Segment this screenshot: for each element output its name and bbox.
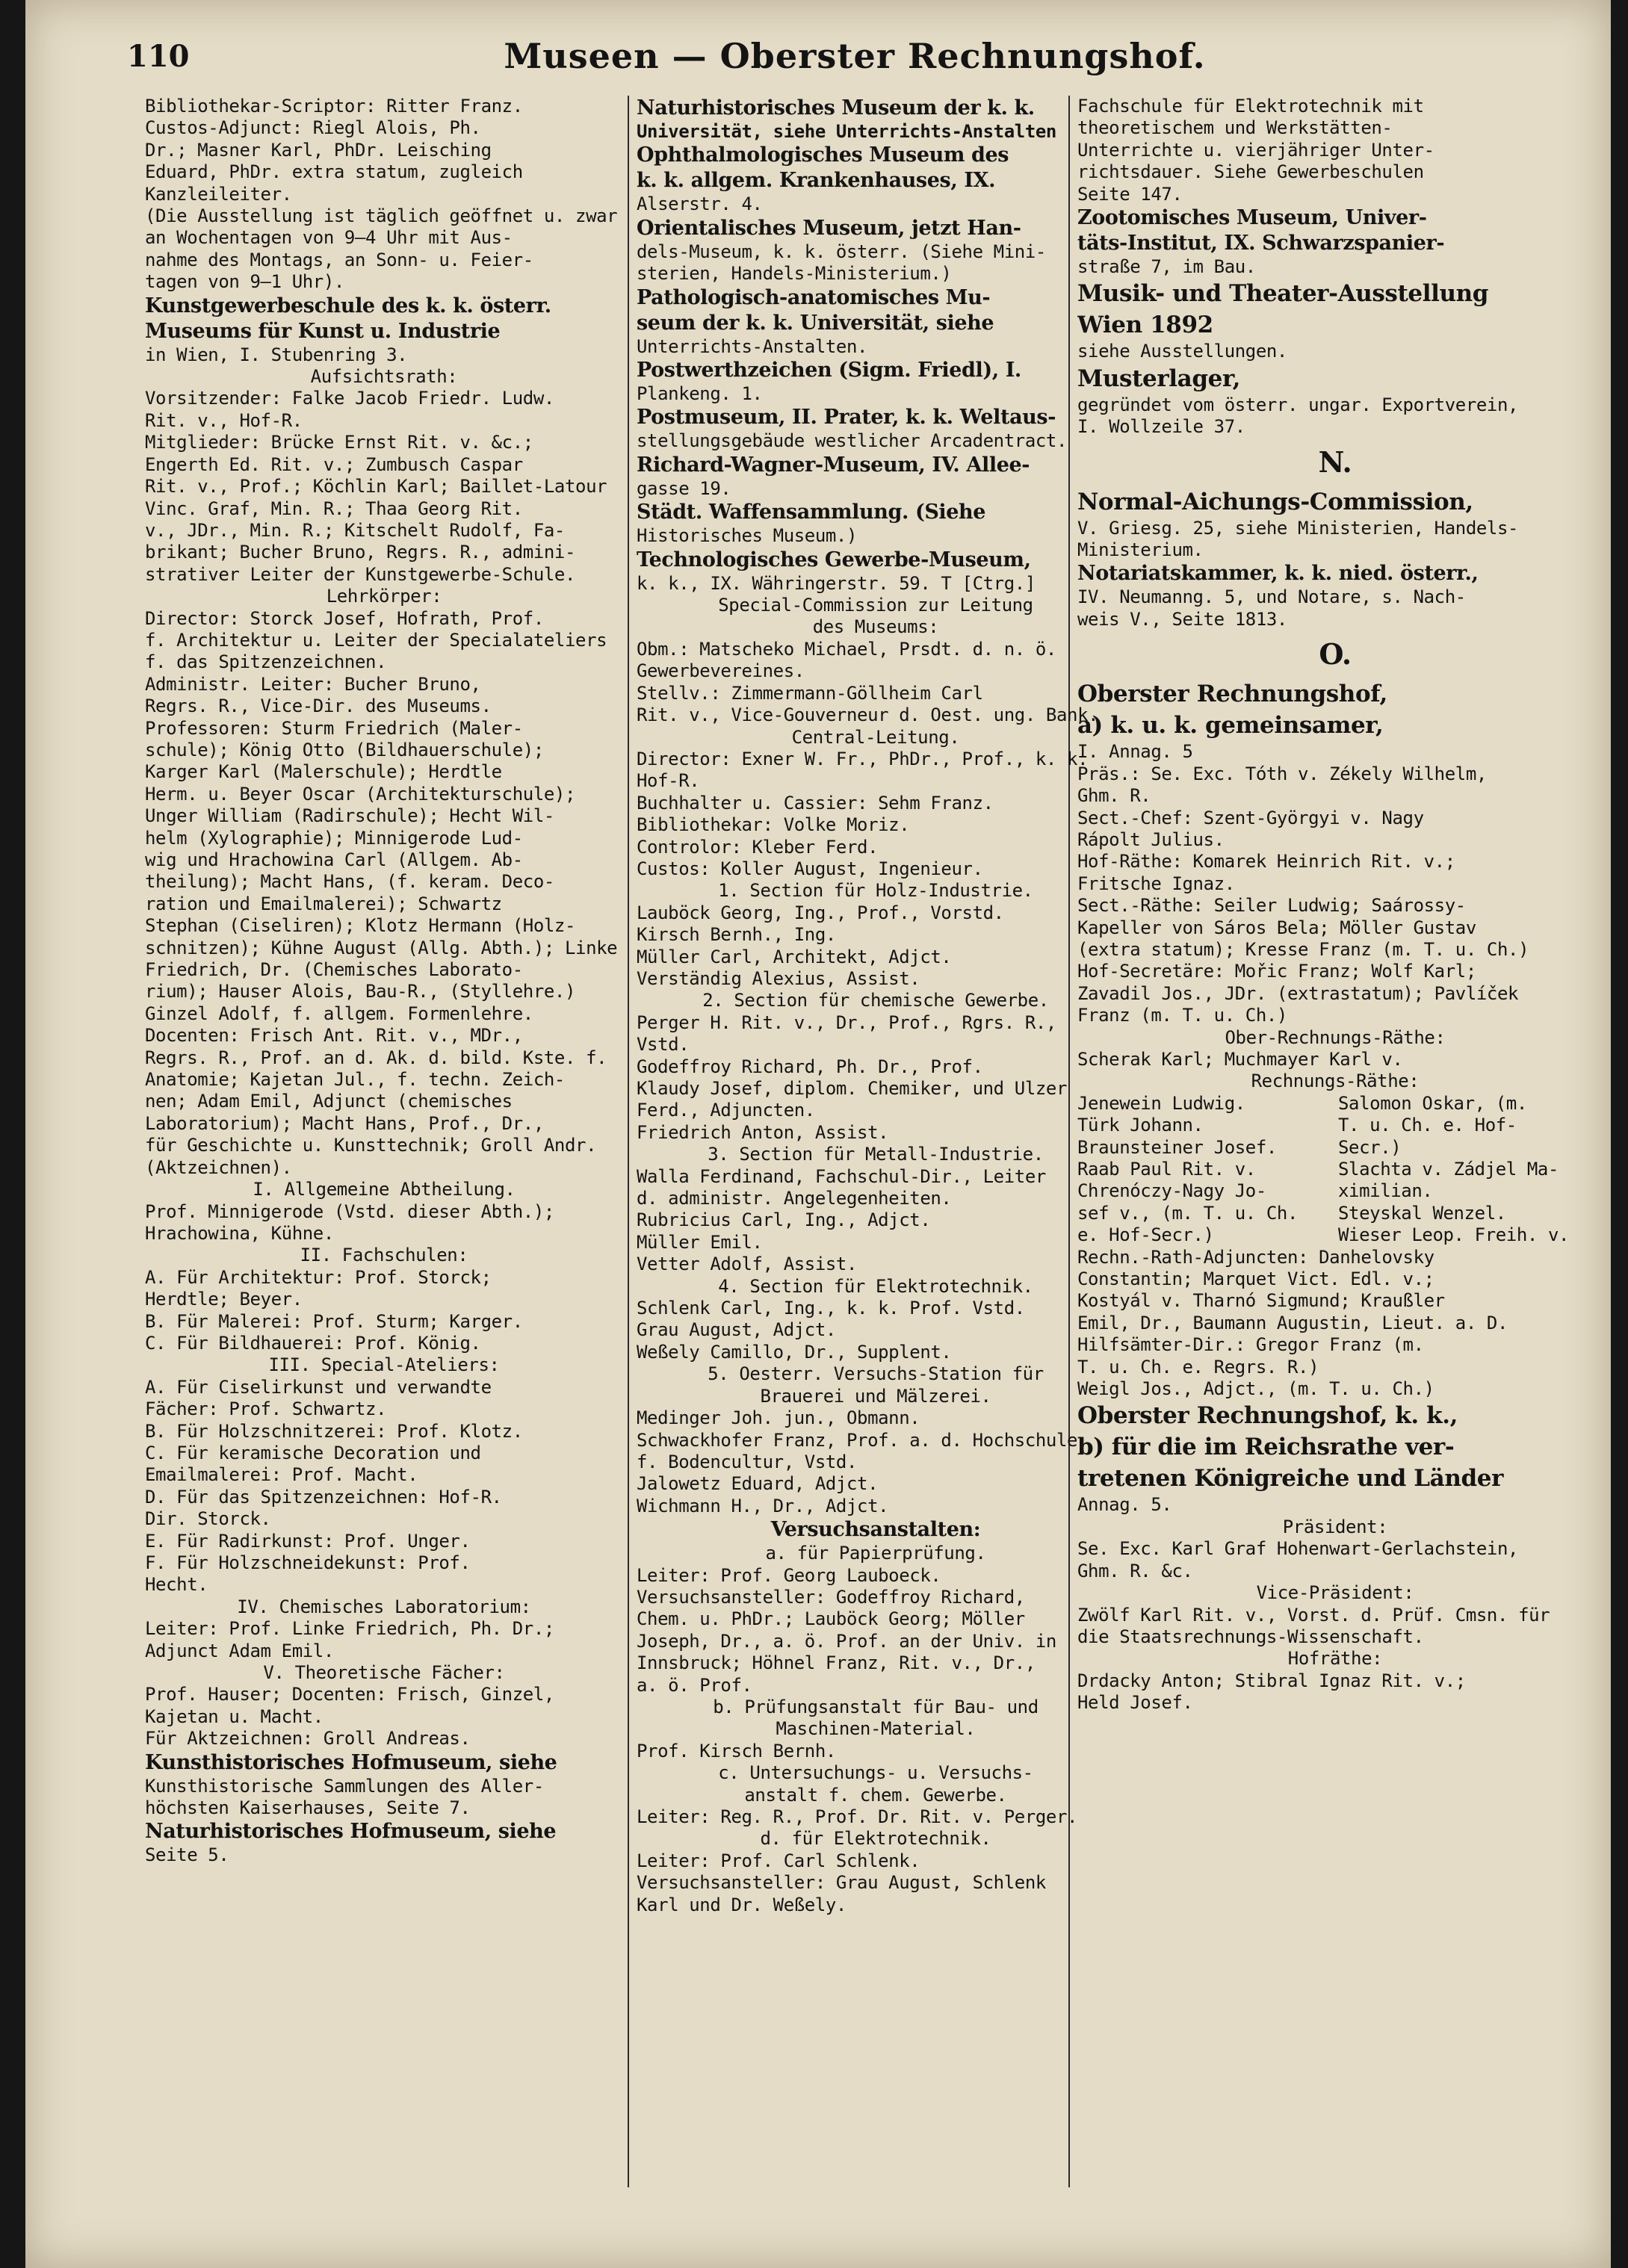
text-line: V. Theoretische Fächer: (263, 1662, 505, 1684)
text-line: Ferd., Adjuncten. (637, 1100, 815, 1121)
text-line: Kajetan u. Macht. (145, 1705, 324, 1727)
text-line: dels-Museum, k. k. österr. (Siehe Mini- (637, 241, 1046, 262)
text-line: Versuchsansteller: Grau August, Schlenk (637, 1872, 1046, 1894)
rechnungs-raethe-list (1077, 1093, 1593, 1247)
text-line: f. Architektur u. Leiter der Specialateliers (145, 629, 607, 651)
text-line: Emailmalerei: Prof. Macht. (145, 1464, 418, 1486)
text-line: Jalowetz Eduard, Adjct. (637, 1473, 879, 1495)
entry-heading: Technologisches Gewerbe-Museum, (637, 548, 1031, 571)
text-line: Leiter: Prof. Linke Friedrich, Ph. Dr.; (145, 1618, 554, 1640)
text-line: Chem. u. PhDr.; Lauböck Georg; Möller (637, 1608, 1025, 1630)
text-line: Kunsthistorische Sammlungen des Aller- (145, 1775, 544, 1797)
text-line: Kirsch Bernh., Ing. (637, 924, 836, 946)
text-line: Buchhalter u. Cassier: Sehm Franz. (637, 792, 994, 814)
text-line: Seite 5. (145, 1844, 229, 1866)
text-line: Drdacky Anton; Stibral Ignaz Rit. v.; (1077, 1670, 1466, 1691)
section-letter-o: O. (1319, 637, 1352, 672)
text-line: Leiter: Reg. R., Prof. Dr. Rit. v. Perger. (637, 1806, 1078, 1827)
text-line: B. Für Holzschnitzerei: Prof. Klotz. (145, 1420, 523, 1442)
text-line: Versuchsansteller: Godeffroy Richard, (637, 1586, 1025, 1608)
entry-heading: seum der k. k. Universität, siehe (637, 311, 994, 335)
text-line: Plankeng. 1. (637, 383, 763, 405)
text-line: Kostyál v. Tharnó Sigmund; Kraußler (1077, 1290, 1445, 1312)
text-line: Unterrichte u. vierjähriger Unter- (1077, 139, 1434, 161)
text-line: 5. Oesterr. Versuchs-Station für (708, 1363, 1044, 1385)
text-line: Klaudy Josef, diplom. Chemiker, und Ulzer (637, 1078, 1068, 1099)
text-line: c. Untersuchungs- u. Versuchs- (718, 1762, 1033, 1784)
text-line: 2. Section für chemische Gewerbe. (702, 990, 1049, 1011)
entry-heading: Städt. Waffensammlung. (Siehe (637, 501, 986, 524)
text-line: Türk Johann. (1077, 1115, 1204, 1136)
text-line: Godeffroy Richard, Ph. Dr., Prof. (637, 1056, 983, 1077)
text-line: v., JDr., Min. R.; Kitschelt Rudolf, Fa- (145, 519, 565, 541)
text-line: A. Für Architektur: Prof. Storck; (145, 1266, 492, 1288)
text-line: Eduard, PhDr. extra statum, zugleich (145, 161, 523, 183)
entry-heading: Normal-Aichungs-Commission, (1077, 488, 1473, 515)
text-line: Vorsitzender: Falke Jacob Friedr. Ludw. (145, 388, 554, 409)
text-line: Friedrich Anton, Assist. (637, 1121, 889, 1143)
text-line: Director: Exner W. Fr., PhDr., Prof., k. k. (637, 748, 1089, 769)
text-line: Ober-Rechnungs-Räthe: (1225, 1026, 1446, 1048)
text-line: Wichmann H., Dr., Adjct. (637, 1495, 889, 1516)
text-line: Dr.; Masner Karl, PhDr. Leisching (145, 139, 492, 161)
text-line: Schwackhofer Franz, Prof. a. d. Hochschule (637, 1429, 1078, 1451)
entry-heading: täts-Institut, IX. Schwarzspanier- (1077, 232, 1445, 255)
text-line: nen; Adam Emil, Adjunct (chemisches (145, 1091, 513, 1112)
text-line: theilung); Macht Hans, (f. keram. Deco- (145, 871, 554, 893)
text-line: Rubricius Carl, Ing., Adjct. (637, 1209, 931, 1231)
text-line: d. für Elektrotechnik. (760, 1828, 991, 1850)
entry-heading: k. k. allgem. Krankenhauses, IX. (637, 169, 996, 193)
text-line: Rápolt Julius. (1077, 828, 1225, 850)
text-line: Rechnungs-Räthe: (1251, 1071, 1420, 1092)
text-line: Müller Emil. (637, 1231, 763, 1253)
text-line: Hof-R. (637, 770, 700, 792)
text-line: höchsten Kaiserhauses, Seite 7. (145, 1797, 471, 1819)
text-line: Salomon Oskar, (m. (1338, 1092, 1527, 1114)
text-line: Brauerei und Mälzerei. (760, 1385, 991, 1407)
text-line: Emil, Dr., Baumann Augustin, Lieut. a. D. (1077, 1312, 1508, 1333)
text-line: tagen von 9—1 Uhr). (145, 271, 344, 293)
entry-heading: Pathologisch-anatomisches Mu- (637, 285, 991, 309)
entry-heading: Kunsthistorisches Hofmuseum, siehe (145, 1750, 557, 1774)
entry-heading: Musik- und Theater-Ausstellung (1077, 280, 1489, 308)
text-line: Lauböck Georg, Ing., Prof., Vorstd. (637, 902, 1004, 923)
text-line: Ghm. R. &c. (1077, 1560, 1193, 1581)
text-line: Hof-Secretäre: Mořic Franz; Wolf Karl; (1077, 961, 1476, 982)
text-line: Seite 147. (1077, 183, 1183, 205)
text-line: Anatomie; Kajetan Jul., f. techn. Zeich- (145, 1069, 565, 1091)
entry-heading: Oberster Rechnungshof, k. k., (1077, 1402, 1458, 1430)
text-line: sef v., (m. T. u. Ch. (1077, 1202, 1299, 1224)
text-line: k. k., IX. Währingerstr. 59. T [Ctrg.] (637, 572, 1036, 594)
text-line: des Museums: (812, 616, 939, 638)
text-line: Special-Commission zur Leitung (718, 595, 1033, 616)
entry-heading: a) k. u. k. gemeinsamer, (1077, 712, 1384, 740)
text-line: siehe Ausstellungen. (1077, 341, 1287, 362)
text-line: II. Fachschulen: (300, 1245, 468, 1266)
text-line: Sect.-Räthe: Seiler Ludwig; Saárossy- (1077, 895, 1466, 917)
text-line: Mitglieder: Brücke Ernst Rit. v. &c.; (145, 432, 533, 453)
text-line: IV. Chemisches Laboratorium: (237, 1596, 531, 1617)
right-column-o-section-cont (1077, 1247, 1593, 1714)
text-line: Vinc. Graf, Min. R.; Thaa Georg Rit. (145, 498, 523, 519)
text-line: Kanzleileiter. (145, 183, 292, 205)
text-line: Obm.: Matscheko Michael, Prsdt. d. n. ö. (637, 638, 1056, 660)
text-line: Kapeller von Sáros Bela; Möller Gustav (1077, 917, 1476, 938)
text-line: Gewerbevereines. (637, 660, 805, 682)
text-line: Bibliothekar: Volke Moriz. (637, 814, 910, 836)
entry-heading: Ophthalmologisches Museum des (637, 143, 1009, 167)
text-line: Rit. v., Hof-R. (145, 409, 303, 431)
entry-heading: Zootomisches Museum, Univer- (1077, 206, 1427, 230)
text-line: Central-Leitung. (791, 726, 960, 748)
text-line: Chrenóczy-Nagy Jo- (1077, 1180, 1266, 1202)
text-line: Hecht. (145, 1574, 208, 1596)
text-line: brikant; Bucher Bruno, Regrs. R., admini- (145, 542, 576, 563)
text-line: anstalt f. chem. Gewerbe. (744, 1784, 1007, 1806)
section-letter-n: N. (1318, 444, 1352, 479)
entry-heading: Richard-Wagner-Museum, IV. Allee- (637, 453, 1030, 477)
text-line: 4. Section für Elektrotechnik. (718, 1275, 1033, 1297)
text-line: Professoren: Sturm Friedrich (Maler- (145, 717, 523, 739)
middle-column (637, 96, 1115, 2247)
text-line: Slachta v. Zádjel Ma- (1338, 1159, 1559, 1180)
text-line: I. Allgemeine Abtheilung. (253, 1179, 516, 1200)
text-line: Rit. v., Vice-Gouverneur d. Oest. ung. Bank. (637, 704, 1099, 726)
text-line: Franz (m. T. u. Ch.) (1077, 1005, 1287, 1026)
text-line: (Aktzeichnen). (145, 1156, 292, 1178)
text-line: Jenewein Ludwig. (1077, 1092, 1245, 1114)
text-line: Steyskal Wenzel. (1338, 1202, 1506, 1224)
text-line: Constantin; Marquet Vict. Edl. v.; (1077, 1268, 1434, 1290)
text-line: I. Wollzeile 37. (1077, 416, 1245, 438)
text-line: Unterrichts-Anstalten. (637, 335, 868, 357)
text-line: Weigl Jos., Adjct., (m. T. u. Ch.) (1077, 1378, 1434, 1400)
text-line: I. Annag. 5 (1077, 741, 1193, 763)
text-line: Joseph, Dr., a. ö. Prof. an der Univ. in (637, 1630, 1056, 1652)
column-divider (628, 96, 629, 2187)
text-line: ration und Emailmalerei); Schwartz (145, 893, 502, 914)
text-line: Walla Ferdinand, Fachschul-Dir., Leiter (637, 1165, 1046, 1187)
text-line: Maschinen-Material. (776, 1718, 976, 1740)
entry-heading: Orientalisches Museum, jetzt Han- (637, 216, 1021, 240)
text-line: helm (Xylographie); Minnigerode Lud- (145, 827, 523, 849)
text-line: Unger William (Radirschule); Hecht Wil- (145, 805, 554, 827)
text-line: Historisches Museum.) (637, 525, 858, 547)
text-line: F. Für Holzschneidekunst: Prof. (145, 1552, 471, 1573)
text-line: Held Josef. (1077, 1692, 1193, 1714)
text-line: Alserstr. 4. (637, 193, 763, 215)
text-line: (Die Ausstellung ist täglich geöffnet u. zwar (145, 205, 618, 227)
entry-heading: Notariatskammer, k. k. nied. österr., (1077, 562, 1479, 586)
text-line: gasse 19. (637, 477, 731, 499)
text-line: Hof-Räthe: Komarek Heinrich Rit. v.; (1077, 851, 1455, 873)
text-line: IV. Neumanng. 5, und Notare, s. Nach- (1077, 586, 1466, 608)
text-line: schule); König Otto (Bildhauerschule); (145, 739, 544, 760)
text-line: T. u. Ch. e. Hof- (1338, 1115, 1517, 1136)
text-line: sterien, Handels-Ministerium.) (637, 263, 952, 285)
left-column (145, 96, 623, 2247)
text-line: Raab Paul Rit. v. (1077, 1159, 1256, 1180)
text-line: a. ö. Prof. (637, 1674, 752, 1696)
entry-heading: Oberster Rechnungshof, (1077, 681, 1387, 708)
text-line: strativer Leiter der Kunstgewerbe-Schule. (145, 563, 576, 585)
text-line: Regrs. R., Vice-Dir. des Museums. (145, 695, 492, 717)
page-number: 110 (127, 39, 190, 74)
text-line: gegründet vom österr. ungar. Exportverein, (1077, 394, 1519, 415)
text-line: Prof. Hauser; Docenten: Frisch, Ginzel, (145, 1684, 554, 1705)
text-line: Prof. Minnigerode (Vstd. dieser Abth.); (145, 1200, 554, 1222)
text-line: Director: Storck Josef, Hofrath, Prof. (145, 607, 544, 629)
text-line: Präs.: Se. Exc. Tóth v. Zékely Wilhelm, (1077, 763, 1487, 784)
text-line: Administr. Leiter: Bucher Bruno, (145, 673, 481, 695)
text-line: 3. Section für Metall-Industrie. (708, 1144, 1044, 1165)
text-line: in Wien, I. Stubenring 3. (145, 344, 408, 365)
text-line: stellungsgebäude westlicher Arcadentract. (637, 430, 1068, 452)
rechnungs-raethe-right (1338, 1093, 1593, 1247)
text-line: D. Für das Spitzenzeichnen: Hof-R. (145, 1486, 502, 1508)
right-column-o-section (1077, 678, 1593, 1093)
text-line: Docenten: Frisch Ant. Rit. v., MDr., (145, 1025, 523, 1047)
entry-heading: Wien 1892 (1077, 312, 1213, 339)
text-line: nahme des Montags, an Sonn- u. Feier- (145, 249, 533, 270)
text-line: A. Für Ciselirkunst und verwandte (145, 1376, 492, 1398)
text-line: f. Bodencultur, Vstd. (637, 1451, 858, 1472)
text-line: B. Für Malerei: Prof. Sturm; Karger. (145, 1310, 523, 1332)
entry-heading: Naturhistorisches Museum der k. k. (637, 96, 1035, 120)
text-line: Se. Exc. Karl Graf Hohenwart-Gerlachstein, (1077, 1538, 1519, 1560)
text-line: Vice-Präsident: (1256, 1582, 1414, 1604)
text-line: d. administr. Angelegenheiten. (637, 1188, 952, 1209)
text-line: Zwölf Karl Rit. v., Vorst. d. Prüf. Cmsn. für (1077, 1604, 1550, 1626)
text-line: Rechn.-Rath-Adjuncten: Danhelovsky (1077, 1246, 1434, 1268)
text-line: weis V., Seite 1813. (1077, 608, 1287, 630)
text-line: Regrs. R., Prof. an d. Ak. d. bild. Kste. f. (145, 1047, 607, 1068)
text-line: Hrachowina, Kühne. (145, 1222, 334, 1244)
text-line: Müller Carl, Architekt, Adjct. (637, 946, 952, 967)
text-line: ximilian. (1338, 1180, 1433, 1202)
text-line: Secr.) (1338, 1136, 1402, 1158)
text-line: wig und Hrachowina Carl (Allgem. Ab- (145, 849, 523, 870)
entry-heading: Postwerthzeichen (Sigm. Friedl), I. (637, 359, 1021, 382)
text-line: (extra statum); Kresse Franz (m. T. u. Ch.) (1077, 938, 1529, 960)
text-line: Weßely Camillo, Dr., Supplent. (637, 1341, 952, 1363)
text-line: Verständig Alexius, Assist. (637, 967, 920, 989)
text-line: Sect.-Chef: Szent-Györgyi v. Nagy (1077, 807, 1424, 828)
text-line: Custos-Adjunct: Riegl Alois, Ph. (145, 117, 481, 139)
text-line: Zavadil Jos., JDr. (extrastatum); Pavlíček (1077, 982, 1519, 1004)
text-line: Friedrich, Dr. (Chemisches Laborato- (145, 959, 523, 981)
text-line: C. Für Bildhauerei: Prof. König. (145, 1332, 481, 1354)
text-line: Leiter: Prof. Carl Schlenk. (637, 1850, 920, 1871)
text-line: Controlor: Kleber Ferd. (637, 836, 879, 858)
text-line: Scherak Karl; Muchmayer Karl v. (1077, 1048, 1403, 1070)
entry-heading: tretenen Königreiche und Länder (1077, 1465, 1504, 1493)
text-line: Rit. v., Prof.; Köchlin Karl; Baillet-Latour (145, 476, 607, 498)
text-line: Vetter Adolf, Assist. (637, 1254, 858, 1275)
text-line: Perger H. Rit. v., Dr., Prof., Rgrs. R., Vstd. (637, 1011, 1056, 1056)
running-head: Museen — Oberster Rechnungshof. (504, 36, 1206, 76)
text-line: a. für Papierprüfung. (765, 1543, 986, 1564)
entry-heading: Museums für Kunst u. Industrie (145, 319, 501, 343)
text-line: Ghm. R. (1077, 785, 1151, 807)
text-line: e. Hof-Secr.) (1077, 1224, 1214, 1246)
text-line: Stellv.: Zimmermann-Göllheim Carl (637, 682, 983, 704)
text-line: Innsbruck; Höhnel Franz, Rit. v., Dr., (637, 1652, 1036, 1674)
text-line: Dir. Storck. (145, 1508, 271, 1530)
text-line: an Wochentagen von 9—4 Uhr mit Aus- (145, 227, 513, 249)
entry-heading: Postmuseum, II. Prater, k. k. Weltaus- (637, 406, 1056, 430)
text-line: Custos: Koller August, Ingenieur. (637, 858, 983, 879)
text-line: Hilfsämter-Dir.: Gregor Franz (m. (1077, 1334, 1424, 1356)
text-line: Wieser Leop. Freih. v. (1338, 1224, 1570, 1246)
text-line: C. Für keramische Decoration und (145, 1442, 481, 1463)
text-line: Laboratorium); Macht Hans, Prof., Dr., (145, 1112, 544, 1134)
text-line: Fachschule für Elektrotechnik mit (1077, 96, 1424, 117)
text-line: Fächer: Prof. Schwartz. (145, 1398, 387, 1420)
rechnungs-raethe-left (1077, 1093, 1332, 1247)
text-line: schnitzen); Kühne August (Allg. Abth.); Linke (145, 937, 618, 958)
text-line: Prof. Kirsch Bernh. (637, 1740, 836, 1762)
text-line: straße 7, im Bau. (1077, 256, 1256, 278)
right-column (1077, 96, 1593, 2247)
text-line: b. Prüfungsanstalt für Bau- und (713, 1696, 1039, 1717)
text-line: III. Special-Ateliers: (268, 1354, 500, 1376)
text-line: Grau August, Adjct. (637, 1319, 836, 1341)
text-line: Stephan (Ciseliren); Klotz Hermann (Holz- (145, 915, 576, 937)
text-line: Engerth Ed. Rit. v.; Zumbusch Caspar (145, 453, 523, 475)
text-line: Ginzel Adolf, f. allgem. Formenlehre. (145, 1003, 533, 1024)
text-line: rium); Hauser Alois, Bau-R., (Styllehre.) (145, 981, 576, 1003)
entry-heading: Musterlager, (1077, 365, 1241, 392)
text-line: Karger Karl (Malerschule); Herdtle (145, 761, 502, 783)
right-column-top-section (1077, 96, 1593, 439)
text-line: für Geschichte u. Kunsttechnik; Groll Andr. (145, 1135, 597, 1156)
text-line: die Staatsrechnungs-Wissenschaft. (1077, 1626, 1424, 1647)
text-line: T. u. Ch. e. Regrs. R.) (1077, 1356, 1319, 1378)
text-line: V. Griesg. 25, siehe Ministerien, Handels- (1077, 517, 1519, 539)
text-line: Schlenk Carl, Ing., k. k. Prof. Vstd. (637, 1298, 1025, 1319)
text-line: Fritsche Ignaz. (1077, 873, 1235, 894)
text-line: theoretischem und Werkstätten- (1077, 117, 1393, 139)
text-line: Adjunct Adam Emil. (145, 1640, 334, 1661)
entry-heading: b) für die im Reichsrathe ver- (1077, 1434, 1455, 1461)
book-page (25, 0, 1611, 2268)
text-line: 1. Section für Holz-Industrie. (718, 880, 1033, 902)
right-column-n-section (1077, 486, 1593, 631)
text-line: Präsident: (1282, 1516, 1388, 1537)
text-line: Braunsteiner Josef. (1077, 1136, 1277, 1158)
text-line: Annag. 5. (1077, 1494, 1172, 1516)
text-line: Lehrkörper: (326, 586, 442, 607)
entry-heading: Naturhistorisches Hofmuseum, siehe (145, 1820, 557, 1844)
text-line: Karl und Dr. Weßely. (637, 1894, 847, 1915)
text-line: Bibliothekar-Scriptor: Ritter Franz. (145, 96, 523, 117)
entry-heading: Versuchsanstalten: (770, 1518, 981, 1542)
text-line: Für Aktzeichnen: Groll Andreas. (145, 1728, 471, 1750)
entry-heading: Kunstgewerbeschule des k. k. österr. (145, 294, 551, 317)
text-line: Hofräthe: (1287, 1648, 1383, 1670)
text-line: Medinger Joh. jun., Obmann. (637, 1407, 920, 1429)
text-line: Aufsichtsrath: (310, 366, 458, 388)
text-line: f. das Spitzenzeichnen. (145, 651, 387, 673)
text-line: richtsdauer. Siehe Gewerbeschulen (1077, 161, 1424, 183)
text-line: Ministerium. (1077, 539, 1204, 561)
text-line: E. Für Radirkunst: Prof. Unger. (145, 1530, 471, 1552)
text-line: Herm. u. Beyer Oscar (Architekturschule); (145, 783, 576, 805)
text-line: Herdtle; Beyer. (145, 1289, 303, 1310)
text-line: Leiter: Prof. Georg Lauboeck. (637, 1564, 941, 1586)
text-line: Universität, siehe Unterrichts-Anstalten (637, 121, 1056, 142)
